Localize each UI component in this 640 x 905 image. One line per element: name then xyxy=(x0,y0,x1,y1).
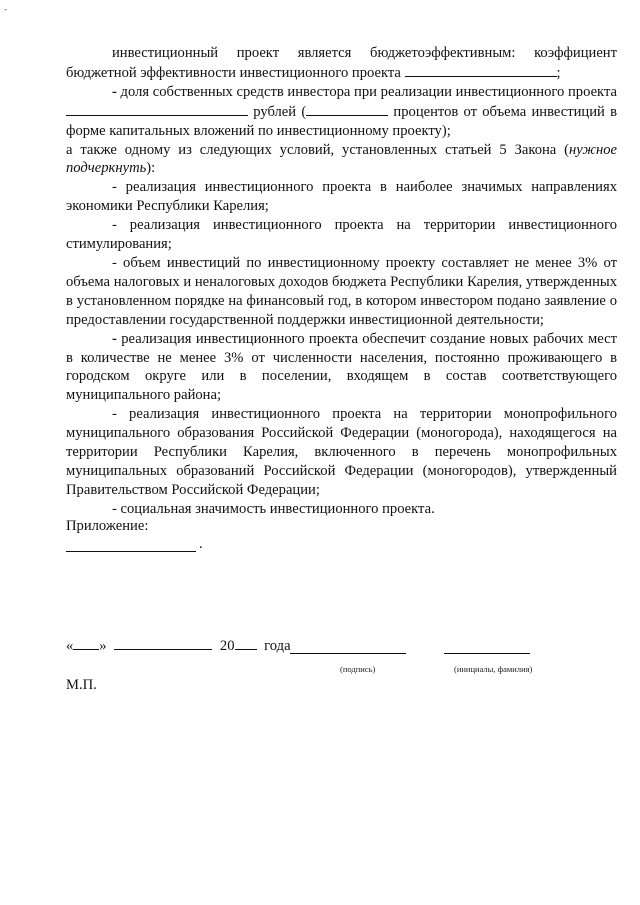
efficiency-text: инвестиционный проект является бюджетоэффективным: коэффициент бюджетной эффективности инвестиционного проекта xyxy=(66,45,617,81)
name-caption: (инициалы, фамилия) xyxy=(454,664,533,674)
condition-social-significance: - социальная значимость инвестиционного проекта. xyxy=(112,500,435,517)
condition-investment-territory: - реализация инвестиционного проекта на территории инвестиционного стимулирования; xyxy=(66,217,617,253)
date-month-blank xyxy=(114,636,212,650)
signature-caption: (подпись) xyxy=(340,664,376,674)
efficiency-coefficient-blank xyxy=(405,63,557,77)
date-day-blank xyxy=(73,636,99,650)
corner-mark: - xyxy=(4,4,7,14)
paragraph-conditions xyxy=(66,141,617,179)
condition-investment-volume: - объем инвестиций по инвестиционному проекту составляет не менее 3% от объема налоговых и неналоговых доходов бюджета Республики Карелия, утвержденных в установленном порядке на финансовый год, в котором инвестором подано заявление о предоставлении государственной поддержки инвестиционной деятельности; xyxy=(66,254,617,328)
attachment-blank-line xyxy=(66,551,196,552)
attachment-label: Приложение: xyxy=(66,518,149,534)
own-funds-percent-text: процентов от объема инвестиций в форме капитальных вложений по инвестиционному проекту); xyxy=(66,103,617,139)
new-jobs-text: реализация инвестиционного проекта обеспечит создание новых рабочих мест в количестве не менее 3% от численности населения, постоянно проживающего в городском округе или в поселении, входящем в состав соответствующего муниципального района; xyxy=(66,330,617,404)
own-funds-rubles-blank xyxy=(66,102,248,116)
own-funds-rubles-text: рублей ( xyxy=(248,103,307,120)
date-century: 20 xyxy=(219,638,235,654)
own-funds-percent-blank xyxy=(306,102,388,116)
paragraph-efficiency xyxy=(66,44,617,83)
condition-new-jobs xyxy=(66,330,617,406)
signature-line xyxy=(290,653,406,654)
conditions-text: а также одному из следующих условий, установленных статьей 5 Закона ( xyxy=(66,141,570,158)
date-open-quote: « xyxy=(66,638,74,654)
paragraph-own-funds xyxy=(66,83,617,141)
date-year-word: года xyxy=(264,638,291,654)
new-jobs-dash: - xyxy=(112,330,117,347)
date-year-blank xyxy=(235,636,257,650)
conditions-end: ): xyxy=(146,160,156,177)
condition-significant-directions: - реализация инвестиционного проекта в наиболее значимых направлениях экономики Республики Карелия; xyxy=(66,179,617,215)
own-funds-text: доля собственных средств инвестора при реализации инвестиционного проекта xyxy=(116,83,617,100)
conditions-italic-note: нужное подчеркнуть xyxy=(66,141,617,177)
document-body xyxy=(66,44,617,519)
name-line xyxy=(444,653,530,654)
efficiency-end: ; xyxy=(556,64,561,81)
attachment-dot: . xyxy=(199,536,203,552)
date-row xyxy=(66,636,291,655)
condition-monotown: - реализация инвестиционного проекта на территории монопрофильного муниципального образования Российской Федерации (моногорода), находящегося на территории Республики Карелия, включенного в перечень монопрофильных муниципальных образований Российской Федерации (моногородов), утвержденный Правительством Российской Федерации; xyxy=(66,406,617,498)
own-funds-dash: - xyxy=(112,83,117,100)
stamp-place-label: М.П. xyxy=(66,677,97,693)
date-close-quote: » xyxy=(99,638,107,654)
